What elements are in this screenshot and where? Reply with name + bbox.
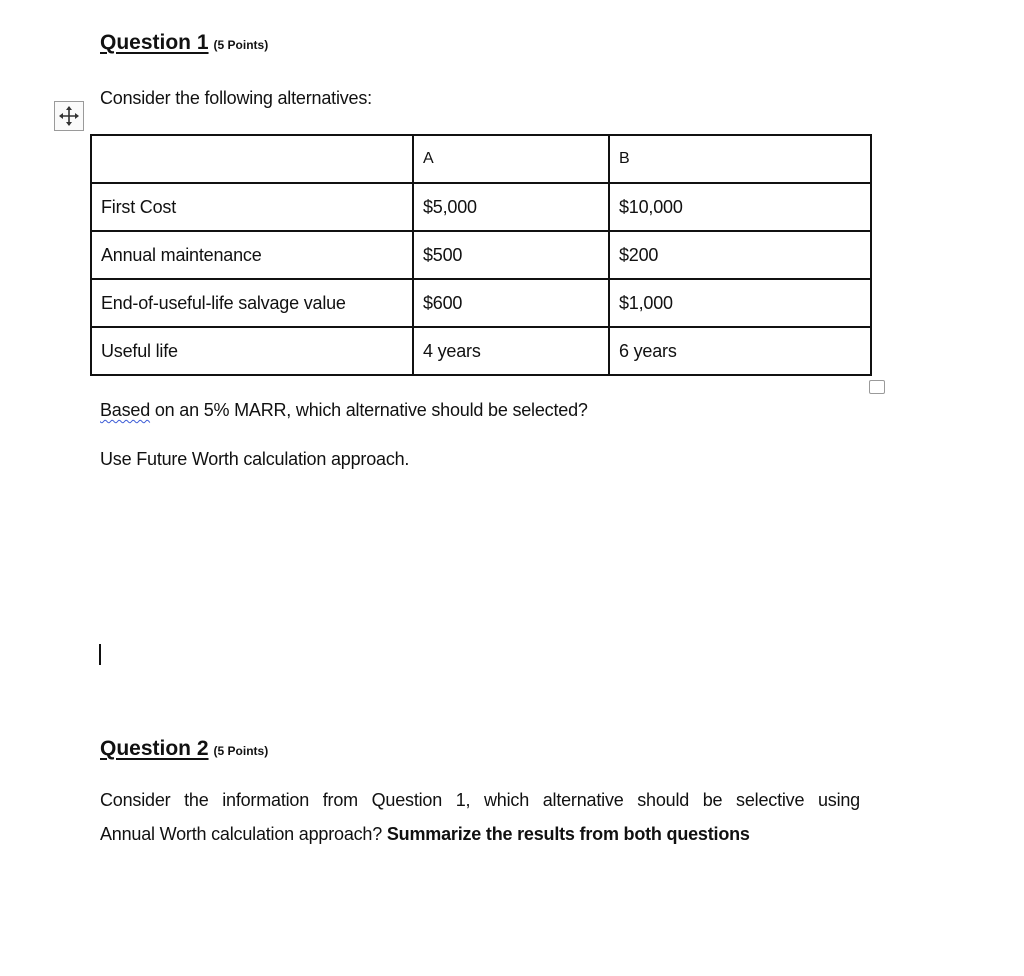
table-cell[interactable]: Annual maintenance	[91, 231, 413, 279]
q2-text-line-2-start: Annual Worth calculation approach?	[100, 824, 383, 844]
table-row	[91, 183, 871, 231]
table-cell[interactable]: $10,000	[609, 183, 871, 231]
question-1-points: (5 Points)	[213, 38, 269, 52]
table-row	[91, 231, 871, 279]
q1-intro-text: Consider the following alternatives:	[100, 88, 372, 108]
q1-question-rest: on an 5% MARR, which alternative should be selected?	[150, 400, 588, 420]
move-arrows-icon	[58, 105, 80, 127]
table-header-cell[interactable]: B	[609, 135, 871, 183]
q1-approach-text: Use Future Worth calculation approach.	[100, 449, 410, 469]
q2-text-line-2	[100, 824, 750, 845]
table-cell[interactable]: $500	[413, 231, 609, 279]
text-cursor	[99, 644, 101, 665]
q2-text-line-1: Consider the information from Question 1, which alternative should be selective using	[100, 790, 860, 810]
table-header-cell[interactable]	[91, 135, 413, 183]
table-cell[interactable]: $600	[413, 279, 609, 327]
q1-question-text	[100, 400, 588, 421]
table-header-row	[91, 135, 871, 183]
question-2-heading	[100, 737, 268, 761]
table-header-cell[interactable]: A	[413, 135, 609, 183]
table-row	[91, 327, 871, 375]
question-2-points: (5 Points)	[213, 744, 269, 758]
table-cell[interactable]: $5,000	[413, 183, 609, 231]
table-cell[interactable]: Useful life	[91, 327, 413, 375]
table-row	[91, 279, 871, 327]
table-cell[interactable]: 4 years	[413, 327, 609, 375]
table-cell[interactable]: End-of-useful-life salvage value	[91, 279, 413, 327]
q2-bold-instruction: Summarize the results from both questions	[386, 824, 750, 844]
question-1-title: Question 1	[100, 31, 209, 54]
question-2-title: Question 2	[100, 737, 209, 760]
table-resize-handle-icon[interactable]	[869, 380, 885, 394]
table-cell[interactable]: 6 years	[609, 327, 871, 375]
table-cell[interactable]: $1,000	[609, 279, 871, 327]
spellcheck-flagged-word[interactable]: Based	[100, 400, 151, 420]
table-cell[interactable]: $200	[609, 231, 871, 279]
question-1-heading	[100, 31, 268, 55]
table-cell[interactable]: First Cost	[91, 183, 413, 231]
table-move-handle[interactable]	[54, 101, 84, 131]
alternatives-table	[90, 134, 872, 376]
